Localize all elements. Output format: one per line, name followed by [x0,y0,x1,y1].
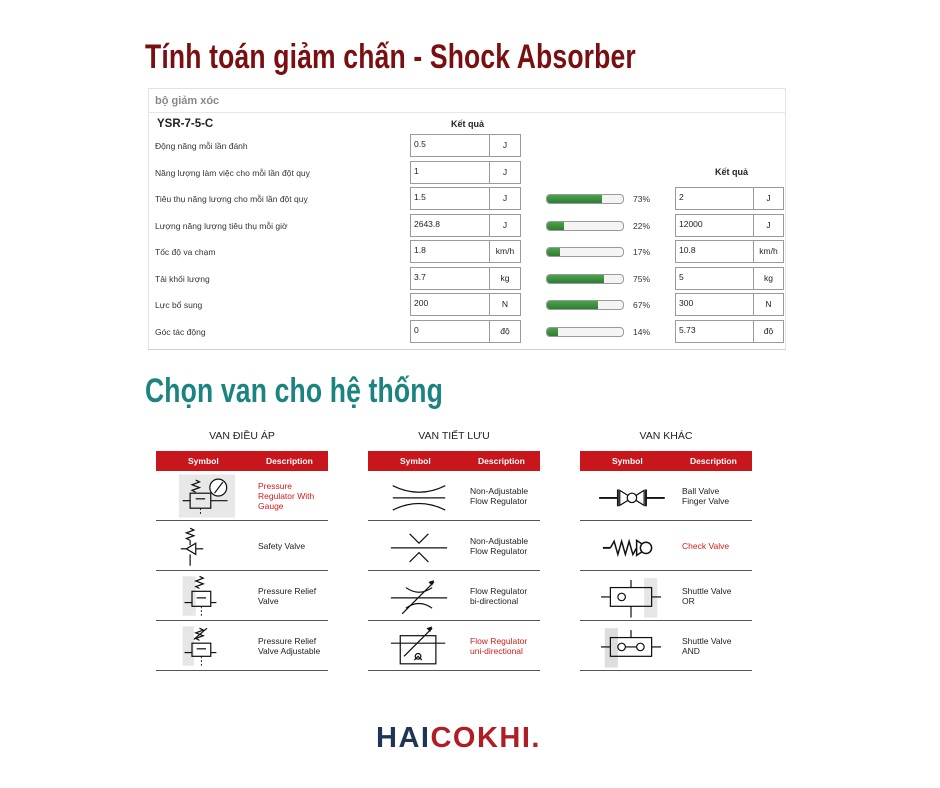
valve-section-title: VAN TIẾT LƯU [418,430,490,442]
flow-regulator-bidirectional-icon [374,573,464,619]
progress-fill [547,222,564,230]
panel-divider [149,112,785,113]
row-label: Tiêu thụ năng lượng cho mỗi lần đột quỵ [155,194,308,204]
valve-table [368,451,540,671]
panel-header: bộ giảm xóc [155,95,220,107]
max-value-input[interactable]: 300 [675,293,754,316]
progress-bar [546,274,624,284]
max-unit-label: độ [753,320,784,343]
table-header [580,451,752,471]
progress-fill [547,301,598,309]
table-row [156,471,328,521]
table-row [580,571,752,621]
max-unit-label: kg [753,267,784,290]
table-row [368,471,540,521]
table-row [156,521,328,571]
valve-section-title: VAN KHÁC [639,430,693,442]
value-input[interactable]: 2643.8 [410,214,490,237]
table-row [580,521,752,571]
unit-label: J [489,161,521,184]
table-row [580,471,752,521]
table-row [368,621,540,671]
unit-label: J [489,187,521,210]
progress-bar [546,300,624,310]
model-name: YSR-7-5-C [157,118,214,130]
valve-table [156,451,328,671]
valve-description: Check Valve [682,540,730,551]
value-input[interactable]: 1.8 [410,240,490,263]
unit-label: độ [489,320,521,343]
table-row [580,621,752,671]
shock-absorber-title: Tính toán giảm chấn - Shock Absorber [145,38,636,76]
unit-label: N [489,293,521,316]
ball-valve-icon [586,473,676,519]
percent-label: 75% [633,273,651,284]
percent-label: 17% [633,247,651,257]
value-input[interactable]: 0 [410,320,490,343]
shuttle-valve-or-icon [586,573,676,619]
description-header: Description [478,456,525,466]
symbol-header: Symbol [400,456,431,466]
max-value-input[interactable]: 12000 [675,214,754,237]
row-label: Động năng mỗi lần đánh [155,141,248,151]
logo-part-1: HAI [376,722,431,754]
shock-calculator-panel [148,88,786,350]
table-header [156,451,328,471]
row-label: Tải khối lượng [155,273,210,284]
non-adjustable-flow-icon [374,473,464,519]
symbol-header: Symbol [188,456,219,466]
max-unit-label: N [753,293,784,316]
row-label: Lượng năng lượng tiêu thụ mỗi giờ [155,220,288,231]
percent-label: 14% [633,326,651,337]
non-adjustable-flow-2-icon [374,523,464,569]
haicokhi-logo [376,722,541,755]
table-row [368,571,540,621]
valve-description: Pressure Relief Valve Adjustable [258,635,321,656]
max-value-input[interactable]: 5 [675,267,754,290]
valve-description: Pressure Relief Valve [258,585,317,606]
valve-description: Safety Valve [258,540,306,551]
safety-valve-icon [162,523,252,569]
pressure-relief-valve-icon [162,573,252,619]
max-unit-label: J [753,214,784,237]
table-row [368,521,540,571]
progress-fill [547,275,604,283]
max-unit-label: km/h [753,240,784,263]
progress-fill [547,195,602,203]
value-input[interactable]: 200 [410,293,490,316]
percent-label: 67% [633,300,651,310]
max-result-label: Kết quả [715,167,749,177]
valve-table [580,451,752,671]
valve-description: Shuttle Valve AND [682,635,732,656]
logo-part-2: COKHI. [430,722,541,754]
progress-fill [547,328,558,336]
valve-description: Ball Valve Finger Valve [682,485,730,506]
table-row [156,621,328,671]
percent-label: 73% [633,194,651,204]
row-label: Góc tác động [155,326,206,337]
shuttle-valve-and-icon [586,623,676,669]
max-unit-label: J [753,187,784,210]
description-header: Description [266,456,313,466]
unit-label: kg [489,267,521,290]
value-input[interactable]: 1.5 [410,187,490,210]
pressure-regulator-gauge-icon [162,473,252,519]
row-label: Năng lượng làm việc cho mỗi lần đột quỵ [155,167,310,178]
table-row [156,571,328,621]
valve-section-title: VAN ĐIỀU ÁP [209,430,275,442]
description-header: Description [690,456,737,466]
valve-description: Flow Regulator uni-directional [470,635,528,656]
percent-label: 22% [633,220,651,231]
table-header [368,451,540,471]
unit-label: J [489,134,521,157]
valve-description: Shuttle Valve OR [682,585,732,606]
valve-selection-title: Chọn van cho hệ thống [145,372,443,410]
unit-label: J [489,214,521,237]
symbol-header: Symbol [612,456,643,466]
valve-description: Non-Adjustable Flow Regulator [470,485,529,506]
max-value-input[interactable]: 10.8 [675,240,754,263]
check-valve-icon [586,523,676,569]
valve-description: Pressure Regulator With Gauge [258,480,315,511]
progress-bar [546,221,624,231]
result-label: Kết quả [451,119,485,129]
value-input[interactable]: 3.7 [410,267,490,290]
value-input[interactable]: 1 [410,161,490,184]
progress-bar [546,194,624,204]
pressure-relief-adjustable-icon [162,623,252,669]
unit-label: km/h [489,240,521,263]
value-input[interactable]: 0.5 [410,134,490,157]
valve-description: Flow Regulator bi-directional [470,585,528,606]
progress-bar [546,247,624,257]
progress-fill [547,248,560,256]
max-value-input[interactable]: 2 [675,187,754,210]
row-label: Lực bổ sung [155,300,203,310]
progress-bar [546,327,624,337]
row-label: Tốc độ va chạm [155,247,216,257]
valve-description: Non-Adjustable Flow Regulator [470,535,529,556]
max-value-input[interactable]: 5.73 [675,320,754,343]
flow-regulator-unidirectional-icon [374,623,464,669]
